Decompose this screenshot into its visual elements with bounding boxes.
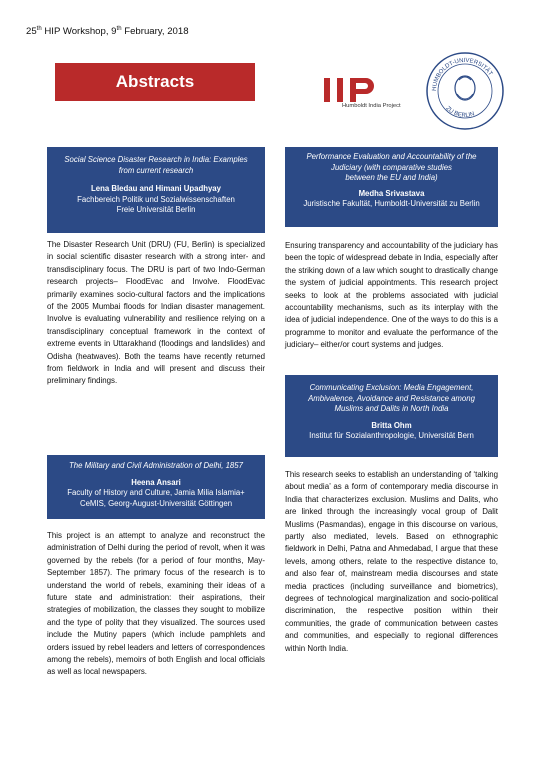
abstract-affiliation: Fachbereich Politik und Sozialwissenschaften Freie Universität Berlin (77, 194, 235, 214)
abstract-title: Performance Evaluation and Accountability of the Judiciary (with comparative studies between the EU and India) (306, 152, 477, 182)
abstract-body: Ensuring transparency and accountability of the judiciary has been the topic of widespread debate in India, especially after the striking down of a law which sought to drastically change the system of judicial appointments. This research project seeks to look at the problems associated with judicial accountability mechanisms, such as its interplay with the idea of judicial independence. One of the ways to do this is a programme to monitor and evaluate the performance of the judiciary– either/or court systems and judges. (285, 241, 498, 350)
abstract-body: The Disaster Research Unit (DRU) (FU, Berlin) is specialized in social scientific disaster research with a strong inter- and transdisciplinary focus. The DRU is part of two Indo-German research projects– FloodEvac and Involve. FloodEvac primarily examines socio-cultural factors and the implications of the 2005 Mumbai floods for Indian disaster management. Involve is evaluating vulnerability and resilience relying on a transdisciplinary conceptual framework in the context of extreme events in Uttarakhand (floodings and landslides) and Odisha (heatwaves). Both the teams have recently returned from fieldwork in India and will present and discuss their preliminary findings. (47, 240, 265, 386)
abstract-authors: Medha Srivastava (358, 188, 425, 198)
banner-title: Abstracts (115, 72, 195, 91)
abstract-affiliation: Faculty of History and Culture, Jamia Milia Islamia+ CeMIS, Georg-August-Universität Göttingen (67, 488, 245, 508)
svg-text:HUMBOLDT-UNIVERSITÄT: HUMBOLDT-UNIVERSITÄT (431, 57, 494, 92)
abstract-header-box (285, 375, 498, 457)
abstract-header-box (285, 147, 498, 227)
page-header (26, 26, 189, 37)
header-sup: th (36, 26, 42, 32)
hu-berlin-seal-icon (424, 50, 506, 132)
abstract-title: The Military and Civil Administration of Delhi, 1857 (69, 461, 243, 470)
svg-text:ZU BERLIN: ZU BERLIN (444, 105, 476, 119)
abstract-title: Social Science Disaster Research in India: Examples from current research (64, 155, 248, 175)
abstract-affiliation: Institut für Sozialanthropologie, Universität Bern (309, 431, 474, 440)
abstract-authors: Lena Bledau and Himani Upadhyay (91, 184, 221, 193)
abstract-header-box (47, 455, 265, 519)
header-sup: th (116, 26, 122, 32)
hip-logo-text: Humboldt India Project (342, 103, 401, 109)
abstract-header-box (47, 147, 265, 233)
hip-logo-icon (312, 70, 417, 118)
abstract-title: Communicating Exclusion: Media Engagement, Ambivalence, Avoidance and Resistance among Muslims and Dalits in North India (308, 383, 475, 413)
abstract-body: This project is an attempt to analyze and reconstruct the administration of Delhi during the period of revolt, when it was governed by the rebels (for a period of four months, May-September 1857). The primary focus of the research is to understand the world of rebels, examining their ideas of a future state and administration: their aspirations, their strategies of mobilization, the classes they sought to mobilize and the type of polity that they visualized. The sources used include the Mutiny papers (which include pamphlets and orders issued by rebel leaders and letters of correspondences among the rebels), memoirs of both English and local officials as well as local newspapers. (47, 531, 265, 677)
abstract-affiliation: Juristische Fakultät, Humboldt-Universität zu Berlin (303, 199, 480, 208)
abstracts-banner (55, 63, 255, 101)
abstract-authors: Britta Ohm (371, 420, 412, 430)
header-text: HIP Workshop, 9 (41, 26, 117, 38)
abstract-authors: Heena Ansari (131, 477, 181, 487)
header-date: February, 2018 (121, 26, 189, 38)
header-day: 25 (26, 26, 37, 38)
abstract-body: This research seeks to establish an understanding of ‘talking about media’ as a form of contemporary media discourse in India that characterizes exclusion. Muslims and Dalits, who are linked through the increasingly vocal group of Dalit Muslims (Pasmandas), engage in this discourse on various, partly also mediated, levels. Based on ethnographic fieldwork in Delhi, Patna and Ahmedabad, I argue that these levels, among others, relate to the respective distance to, and also fear of, mainstream media discourses and state media practices (including surveillance and biometrics), degrees of technological marginalization and socio-political discrimination, the respective position within their communities, the grade of communication between castes and communities, and especially to regional differences within North India. (285, 470, 498, 653)
